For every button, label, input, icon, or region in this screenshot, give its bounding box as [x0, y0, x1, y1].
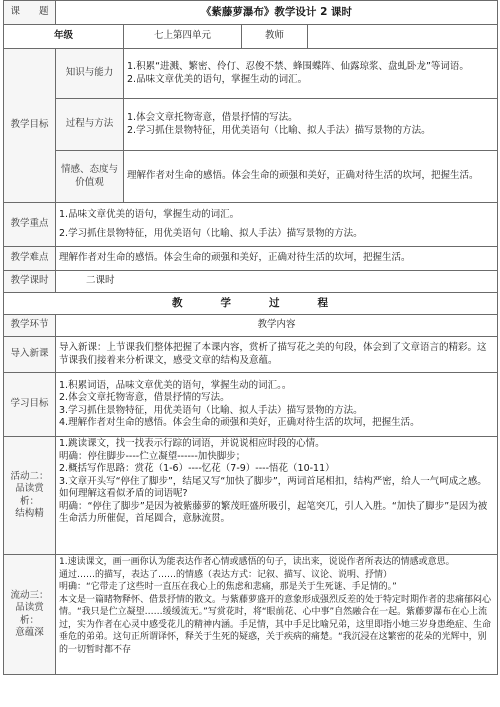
emotion-attitude-label: 情感、态度与价值观 [56, 151, 124, 203]
goals-emotion-row [4, 151, 498, 203]
stage-label: 教学环节 [4, 315, 56, 337]
process-line: 2.学习抓住景物特征，用优美语句（比喻、拟人手法）描写景物的方法。 [127, 124, 431, 136]
activity3-line: 通过……的描写，表达了……的情感（表达方式：记叙、描写、议论、说明、抒情） [59, 569, 393, 580]
activity3-line: 本文是一篇睹物释怀、借景抒情的散文。与紫藤萝盛开的意象形成强烈反差的处于特定时期作者的悲痛郁闷心情。“我只是伫立凝望……缓缓流无。”写赏花时，将“眼前花、心中事”自然融合在一起。紫藤萝瀑布在心上流过，实为作者在心灵中感受花儿的精神内涵。手足情，其中手足比喻兄弟，这里即指小她三岁身患绝症、生命垂危的弟弟。这句正所谓译怀，释关于生死的疑惑，关于疾病的痛楚。“我沉浸在这繁密的花朵的光辉中，别的一切暂时都不存 [59, 594, 492, 655]
difficulty-row [4, 247, 498, 271]
learning-goals-content [56, 373, 498, 437]
knowledge-line: 2.品味文章优美的语句，掌握生动的词汇。 [127, 73, 308, 85]
activity2-line: 1.跳读课文，找一找表示行踪的词语，并说说相应时段的心情。 [59, 438, 325, 449]
hours-value: 二课时 [56, 271, 498, 293]
intro-label: 导入新课 [4, 337, 56, 373]
activity2-label-line: 结构精 [15, 508, 44, 519]
grade-label: 年级 [4, 25, 124, 49]
activity2-line: 3.文章开头写“停住了脚步”，结尾又写“加快了脚步”，两词首尾相扣，结构严密，给人一气呵成之感。如何理解这看似矛盾的词语呢? [59, 475, 487, 499]
activity2-line: 明确：停住脚步----伫立凝望------加快脚步； [59, 450, 246, 462]
key-points-row [4, 203, 498, 247]
learning-goals-row [4, 373, 498, 437]
intro-content: 导入新课：上节课我们整体把握了本课内容，赏析了描写花之美的句段，体会到了文章语言的精彩。这节课我们接着来分析课文，感受文章的结构及意蕴。 [56, 337, 498, 373]
activity3-content [56, 555, 498, 675]
goals-process-row [4, 99, 498, 151]
process-header-row [4, 293, 498, 315]
key-points-content [56, 203, 498, 247]
key-point-line: 2.学习抓住景物特征，用优美语句（比喻、拟人手法）描写景物的方法。 [59, 227, 363, 239]
intro-row [4, 337, 498, 373]
activity2-line: 2.概括写作思路：赏花（1-6）----忆花（7-9）----悟花（10-11） [59, 463, 335, 474]
section-header-row [4, 315, 498, 337]
activity3-label-line: 流动三： [10, 589, 49, 601]
activity3-label-line: 意蕴深 [15, 627, 44, 638]
activity3-row [4, 555, 498, 675]
learning-goals-label: 学习目标 [4, 373, 56, 437]
learning-goal-line: 3.学习抓住景物特征，用优美语句（比喻、拟人手法）描写景物的方法。 [59, 404, 363, 416]
goals-knowledge-row [4, 49, 498, 99]
learning-goal-line: 2.体会文章托物寄意，借景抒情的写法。 [59, 392, 230, 403]
activity2-row [4, 437, 498, 555]
key-point-line: 1.品味文章优美的语句，掌握生动的词汇。 [59, 209, 240, 220]
grade-value: 七上第四单元 [124, 25, 242, 49]
hours-label: 教学课时 [4, 271, 56, 293]
activity2-label-line: 活动二： [10, 470, 49, 482]
content-label: 教学内容 [56, 315, 498, 337]
activity2-label [4, 437, 56, 555]
lesson-plan-table [3, 0, 498, 675]
lesson-title: 《紫藤萝瀑布》教学设计 2 课时 [56, 1, 498, 25]
emotion-attitude-content: 理解作者对生命的感悟。体会生命的顽强和美好，正确对待生活的坎坷，把握生活。 [124, 151, 498, 203]
title-row [4, 1, 498, 25]
activity2-label-line: 品读赏析： [15, 483, 44, 507]
activity2-line: 明确：“停住了脚步”是因为被紫藤萝的繁茂旺盛所吸引，起笔突兀，引人入胜。“加快了脚步”是因为被生命活力所催促，首尾圆合，意脉流贯。 [59, 500, 488, 524]
teaching-process-header: 教学过程 [4, 293, 498, 315]
knowledge-ability-label: 知识与能力 [56, 49, 124, 99]
difficulty-content: 理解作者对生命的感悟。体会生命的顽强和美好，正确对待生活的坎坷，把握生活。 [56, 247, 498, 271]
teacher-label: 教师 [242, 25, 308, 49]
difficulty-label: 教学难点 [4, 247, 56, 271]
knowledge-ability-content [124, 49, 498, 99]
activity2-content [56, 437, 498, 555]
activity3-label-line: 品读赏析： [15, 602, 44, 626]
hours-row [4, 271, 498, 293]
teaching-goals-label: 教学目标 [4, 49, 56, 203]
learning-goal-line: 4.理解作者对生命的感悟。体会生命的顽强和美好，正确对待生活的坎坷，把握生活。 [59, 417, 420, 428]
process-method-label: 过程与方法 [56, 99, 124, 151]
activity3-line: 1.速读课文，画一画你认为能表达作者心情或感悟的句子，读出来，说说作者所表达的情感或意思。 [59, 557, 455, 567]
process-line: 1.体会文章托物寄意，借景抒情的写法。 [127, 112, 298, 123]
learning-goal-line: 1.积累词语，品味文章优美的语句，掌握生动的词汇。。 [59, 379, 292, 391]
activity3-line: 明确：“它带走了这些时一直压在我心上的焦虑和悲痛，那是关于生死谜、手足情的。” [59, 582, 397, 592]
topic-label: 课 题 [4, 1, 56, 25]
activity3-label [4, 555, 56, 675]
process-method-content [124, 99, 498, 151]
key-points-label: 教学重点 [4, 203, 56, 247]
grade-row [4, 25, 498, 49]
knowledge-line: 1.积累“进溅、繁密、伶仃、忍俊不禁、蜂围蝶阵、仙露琼浆、盘虬卧龙”等词语。 [127, 61, 469, 72]
teacher-value [308, 25, 498, 49]
